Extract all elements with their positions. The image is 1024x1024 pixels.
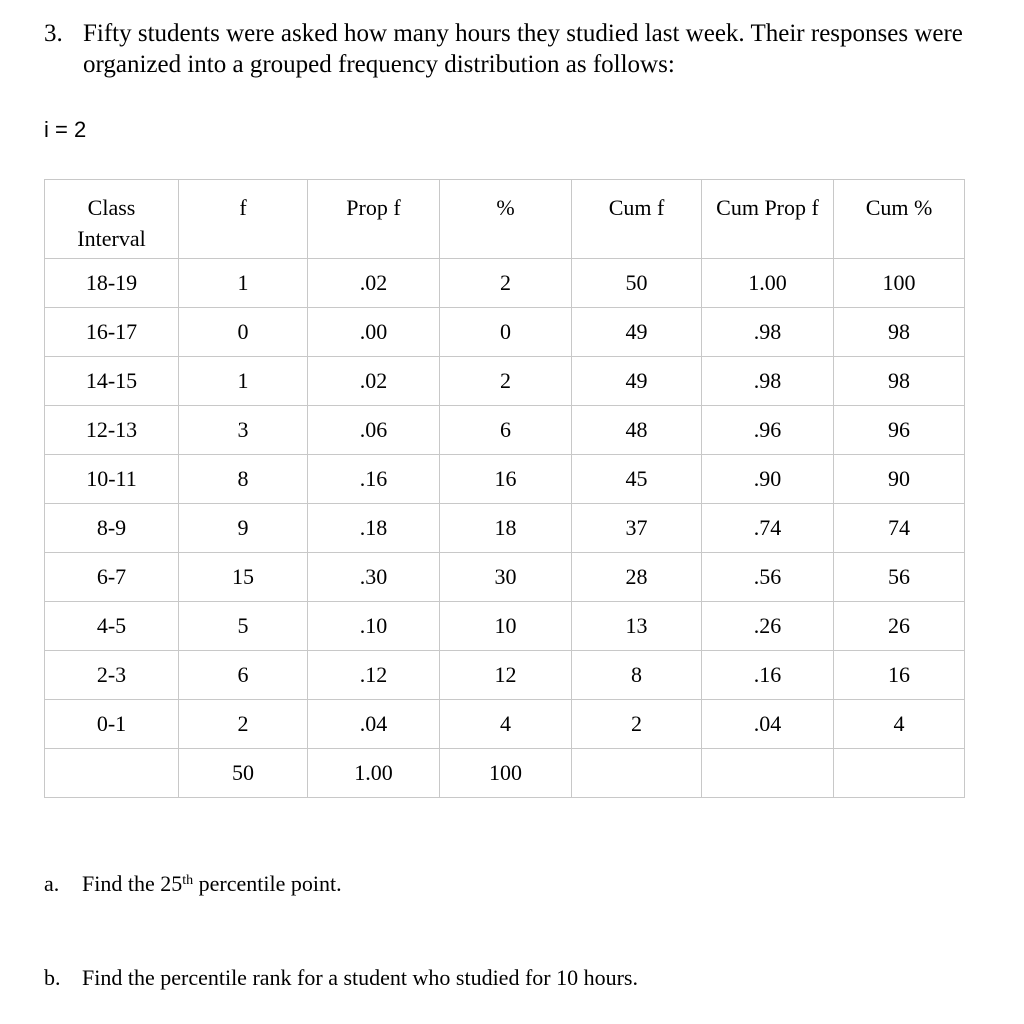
part-a-label: a. xyxy=(44,871,60,896)
table-cell: .74 xyxy=(702,504,834,553)
table-cell: 4 xyxy=(440,700,572,749)
table-cell: 16-17 xyxy=(45,308,179,357)
table-cell: 16 xyxy=(440,455,572,504)
table-cell: 12-13 xyxy=(45,406,179,455)
table-row xyxy=(45,259,965,308)
column-header: f xyxy=(179,180,308,259)
table-cell: 18-19 xyxy=(45,259,179,308)
table-cell: .16 xyxy=(308,455,440,504)
table-cell: .96 xyxy=(702,406,834,455)
table-cell: 2 xyxy=(179,700,308,749)
table-cell: 6 xyxy=(179,651,308,700)
table-cell: 96 xyxy=(834,406,965,455)
table-cell: 30 xyxy=(440,553,572,602)
table-cell: 49 xyxy=(572,357,702,406)
table-cell: 0 xyxy=(179,308,308,357)
table-cell: 90 xyxy=(834,455,965,504)
table-cell: .90 xyxy=(702,455,834,504)
table-cell: 2-3 xyxy=(45,651,179,700)
column-header: Cum Prop f xyxy=(702,180,834,259)
table-cell: 50 xyxy=(179,749,308,798)
table-cell: 10-11 xyxy=(45,455,179,504)
interval-width-note: i = 2 xyxy=(44,117,87,142)
table-header-row xyxy=(45,180,965,259)
column-header: % xyxy=(440,180,572,259)
column-header: Cum f xyxy=(572,180,702,259)
table-cell: 26 xyxy=(834,602,965,651)
frequency-distribution-table xyxy=(44,179,965,798)
part-a-text: Find the 25 xyxy=(82,871,183,896)
table-cell: .00 xyxy=(308,308,440,357)
table-cell: 10 xyxy=(440,602,572,651)
table-cell: 1 xyxy=(179,259,308,308)
table-cell: 5 xyxy=(179,602,308,651)
table-row xyxy=(45,406,965,455)
table-row xyxy=(45,357,965,406)
table-cell: .26 xyxy=(702,602,834,651)
table-cell: .12 xyxy=(308,651,440,700)
question-text: Fifty students were asked how many hours they studied last week. Their responses were organized into a grouped frequency distribution as follows: xyxy=(83,20,963,78)
table-cell: 8 xyxy=(572,651,702,700)
table-cell: .10 xyxy=(308,602,440,651)
table-cell: .30 xyxy=(308,553,440,602)
table-cell: 18 xyxy=(440,504,572,553)
table-cell: 3 xyxy=(179,406,308,455)
table-cell: 2 xyxy=(440,259,572,308)
column-header: Class Interval xyxy=(45,180,179,259)
table-cell: .98 xyxy=(702,357,834,406)
table-row xyxy=(45,602,965,651)
table-cell: .04 xyxy=(702,700,834,749)
part-b-question: Find the percentile rank for a student who studied for 10 hours. xyxy=(82,965,638,990)
table-cell: 37 xyxy=(572,504,702,553)
table-cell: 6 xyxy=(440,406,572,455)
table-row xyxy=(45,504,965,553)
question-number: 3. xyxy=(44,20,63,47)
table-cell: 1 xyxy=(179,357,308,406)
part-a-text-end: percentile point. xyxy=(193,871,342,896)
table-cell: 45 xyxy=(572,455,702,504)
table-cell: 1.00 xyxy=(702,259,834,308)
table-row xyxy=(45,651,965,700)
table-cell: 49 xyxy=(572,308,702,357)
table-cell: 2 xyxy=(440,357,572,406)
table-cell: 100 xyxy=(834,259,965,308)
table-cell: .16 xyxy=(702,651,834,700)
table-cell xyxy=(572,749,702,798)
table-row xyxy=(45,455,965,504)
column-header: Prop f xyxy=(308,180,440,259)
table-cell xyxy=(702,749,834,798)
table-cell: 4-5 xyxy=(45,602,179,651)
table-cell: 98 xyxy=(834,308,965,357)
table-cell: 74 xyxy=(834,504,965,553)
part-b-label: b. xyxy=(44,965,61,990)
table-cell: .02 xyxy=(308,357,440,406)
table-cell: 15 xyxy=(179,553,308,602)
table-cell: 1.00 xyxy=(308,749,440,798)
table-row xyxy=(45,553,965,602)
ordinal-suffix: th xyxy=(182,873,194,888)
table-cell: .98 xyxy=(702,308,834,357)
table-cell: .04 xyxy=(308,700,440,749)
table-cell: 50 xyxy=(572,259,702,308)
table-cell: 0-1 xyxy=(45,700,179,749)
totals-row xyxy=(45,749,965,798)
table-cell: 9 xyxy=(179,504,308,553)
table-cell: .56 xyxy=(702,553,834,602)
table-cell: 16 xyxy=(834,651,965,700)
table-cell: 4 xyxy=(834,700,965,749)
table-cell: 8 xyxy=(179,455,308,504)
table-cell: 0 xyxy=(440,308,572,357)
table-cell: 56 xyxy=(834,553,965,602)
table-cell: 100 xyxy=(440,749,572,798)
table-cell: 14-15 xyxy=(45,357,179,406)
table-cell: .18 xyxy=(308,504,440,553)
table-cell: 12 xyxy=(440,651,572,700)
table-cell: .06 xyxy=(308,406,440,455)
table-cell: 8-9 xyxy=(45,504,179,553)
part-a-question xyxy=(82,871,342,897)
table-cell: 28 xyxy=(572,553,702,602)
table-cell: .02 xyxy=(308,259,440,308)
table-row xyxy=(45,700,965,749)
column-header: Cum % xyxy=(834,180,965,259)
table-cell: 48 xyxy=(572,406,702,455)
table-cell xyxy=(45,749,179,798)
table-cell: 98 xyxy=(834,357,965,406)
table-cell: 2 xyxy=(572,700,702,749)
table-cell xyxy=(834,749,965,798)
table-row xyxy=(45,308,965,357)
table-cell: 13 xyxy=(572,602,702,651)
table-cell: 6-7 xyxy=(45,553,179,602)
